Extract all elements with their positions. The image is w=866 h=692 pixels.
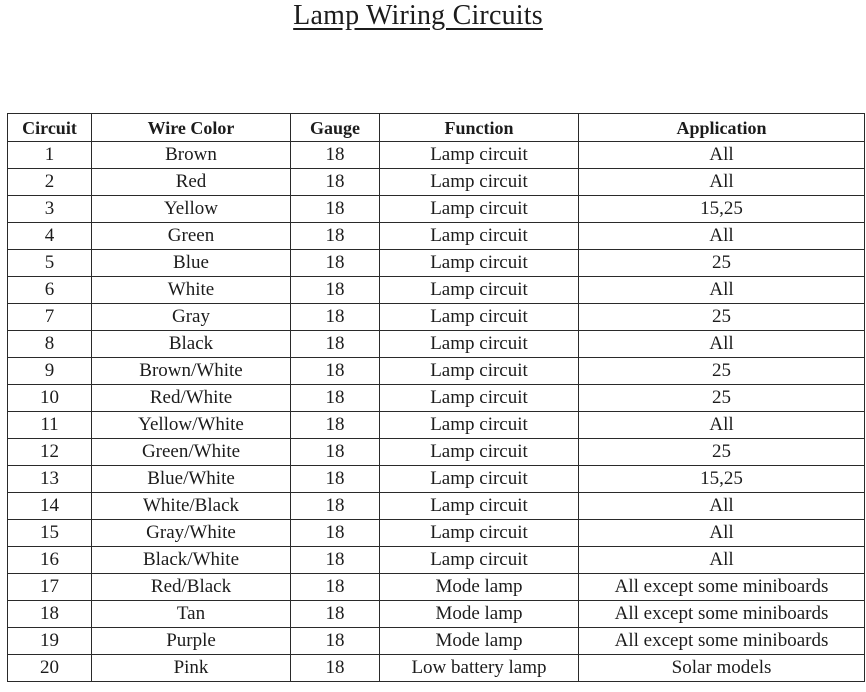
cell-application: All [579, 520, 865, 547]
cell-function: Low battery lamp [380, 655, 579, 682]
table-row [8, 493, 865, 520]
table-row [8, 385, 865, 412]
table-row [8, 196, 865, 223]
cell-function: Lamp circuit [380, 277, 579, 304]
cell-circuit: 3 [8, 196, 92, 223]
cell-application: 25 [579, 250, 865, 277]
cell-gauge: 18 [291, 196, 380, 223]
cell-application: Solar models [579, 655, 865, 682]
cell-application: All except some miniboards [579, 628, 865, 655]
cell-circuit: 17 [8, 574, 92, 601]
cell-function: Lamp circuit [380, 142, 579, 169]
cell-gauge: 18 [291, 601, 380, 628]
cell-application: All [579, 493, 865, 520]
cell-function: Mode lamp [380, 601, 579, 628]
cell-wire-color: Green/White [92, 439, 291, 466]
header-circuit: Circuit [8, 114, 92, 142]
cell-application: All [579, 331, 865, 358]
cell-gauge: 18 [291, 520, 380, 547]
table-row [8, 250, 865, 277]
cell-circuit: 5 [8, 250, 92, 277]
cell-gauge: 18 [291, 331, 380, 358]
table-row [8, 547, 865, 574]
cell-application: All [579, 142, 865, 169]
cell-wire-color: Red [92, 169, 291, 196]
table-row [8, 358, 865, 385]
table-header-row [8, 114, 865, 142]
cell-wire-color: Brown/White [92, 358, 291, 385]
cell-circuit: 18 [8, 601, 92, 628]
cell-gauge: 18 [291, 493, 380, 520]
cell-circuit: 16 [8, 547, 92, 574]
cell-circuit: 1 [8, 142, 92, 169]
table-row [8, 331, 865, 358]
cell-function: Lamp circuit [380, 385, 579, 412]
cell-wire-color: White/Black [92, 493, 291, 520]
cell-application: All except some miniboards [579, 574, 865, 601]
cell-gauge: 18 [291, 439, 380, 466]
cell-function: Lamp circuit [380, 304, 579, 331]
cell-gauge: 18 [291, 547, 380, 574]
cell-gauge: 18 [291, 655, 380, 682]
header-wire-color: Wire Color [92, 114, 291, 142]
cell-function: Lamp circuit [380, 331, 579, 358]
cell-application: All [579, 547, 865, 574]
cell-wire-color: Brown [92, 142, 291, 169]
cell-function: Lamp circuit [380, 547, 579, 574]
cell-application: All [579, 277, 865, 304]
table-row [8, 169, 865, 196]
cell-gauge: 18 [291, 277, 380, 304]
cell-circuit: 9 [8, 358, 92, 385]
table-row [8, 277, 865, 304]
cell-circuit: 12 [8, 439, 92, 466]
cell-wire-color: Tan [92, 601, 291, 628]
cell-function: Lamp circuit [380, 439, 579, 466]
cell-wire-color: Red/Black [92, 574, 291, 601]
cell-application: 25 [579, 439, 865, 466]
cell-gauge: 18 [291, 466, 380, 493]
table-row [8, 439, 865, 466]
table-row [8, 223, 865, 250]
cell-circuit: 19 [8, 628, 92, 655]
header-application: Application [579, 114, 865, 142]
cell-circuit: 8 [8, 331, 92, 358]
cell-gauge: 18 [291, 628, 380, 655]
table-row [8, 142, 865, 169]
cell-function: Lamp circuit [380, 493, 579, 520]
cell-function: Lamp circuit [380, 250, 579, 277]
header-function: Function [380, 114, 579, 142]
header-gauge: Gauge [291, 114, 380, 142]
cell-wire-color: Black/White [92, 547, 291, 574]
cell-application: All [579, 412, 865, 439]
cell-wire-color: Red/White [92, 385, 291, 412]
lamp-wiring-table [7, 113, 865, 682]
cell-function: Lamp circuit [380, 169, 579, 196]
table-row [8, 520, 865, 547]
cell-gauge: 18 [291, 169, 380, 196]
cell-gauge: 18 [291, 304, 380, 331]
cell-function: Lamp circuit [380, 466, 579, 493]
cell-application: 15,25 [579, 196, 865, 223]
cell-gauge: 18 [291, 250, 380, 277]
cell-circuit: 20 [8, 655, 92, 682]
cell-function: Lamp circuit [380, 412, 579, 439]
cell-wire-color: Yellow [92, 196, 291, 223]
cell-application: 15,25 [579, 466, 865, 493]
cell-wire-color: Blue/White [92, 466, 291, 493]
cell-application: 25 [579, 304, 865, 331]
cell-function: Lamp circuit [380, 358, 579, 385]
table-row [8, 601, 865, 628]
cell-application: All [579, 223, 865, 250]
cell-circuit: 10 [8, 385, 92, 412]
cell-wire-color: Green [92, 223, 291, 250]
table-row [8, 628, 865, 655]
page-title-text: Lamp Wiring Circuits [293, 0, 543, 31]
cell-function: Mode lamp [380, 574, 579, 601]
table-row [8, 574, 865, 601]
cell-circuit: 7 [8, 304, 92, 331]
cell-gauge: 18 [291, 385, 380, 412]
cell-wire-color: Gray/White [92, 520, 291, 547]
cell-circuit: 14 [8, 493, 92, 520]
cell-circuit: 11 [8, 412, 92, 439]
cell-gauge: 18 [291, 142, 380, 169]
cell-circuit: 2 [8, 169, 92, 196]
cell-gauge: 18 [291, 223, 380, 250]
cell-wire-color: Purple [92, 628, 291, 655]
table-row [8, 304, 865, 331]
cell-wire-color: Pink [92, 655, 291, 682]
cell-function: Lamp circuit [380, 520, 579, 547]
cell-wire-color: Black [92, 331, 291, 358]
cell-application: 25 [579, 358, 865, 385]
cell-application: 25 [579, 385, 865, 412]
cell-circuit: 6 [8, 277, 92, 304]
cell-wire-color: White [92, 277, 291, 304]
cell-wire-color: Gray [92, 304, 291, 331]
cell-wire-color: Yellow/White [92, 412, 291, 439]
cell-wire-color: Blue [92, 250, 291, 277]
table-body [8, 142, 865, 682]
cell-circuit: 13 [8, 466, 92, 493]
cell-application: All except some miniboards [579, 601, 865, 628]
cell-function: Lamp circuit [380, 196, 579, 223]
cell-function: Lamp circuit [380, 223, 579, 250]
page-title [0, 0, 866, 32]
table-row [8, 412, 865, 439]
cell-gauge: 18 [291, 574, 380, 601]
cell-gauge: 18 [291, 358, 380, 385]
cell-application: All [579, 169, 865, 196]
table-row [8, 466, 865, 493]
cell-circuit: 4 [8, 223, 92, 250]
cell-function: Mode lamp [380, 628, 579, 655]
table-row [8, 655, 865, 682]
cell-gauge: 18 [291, 412, 380, 439]
cell-circuit: 15 [8, 520, 92, 547]
